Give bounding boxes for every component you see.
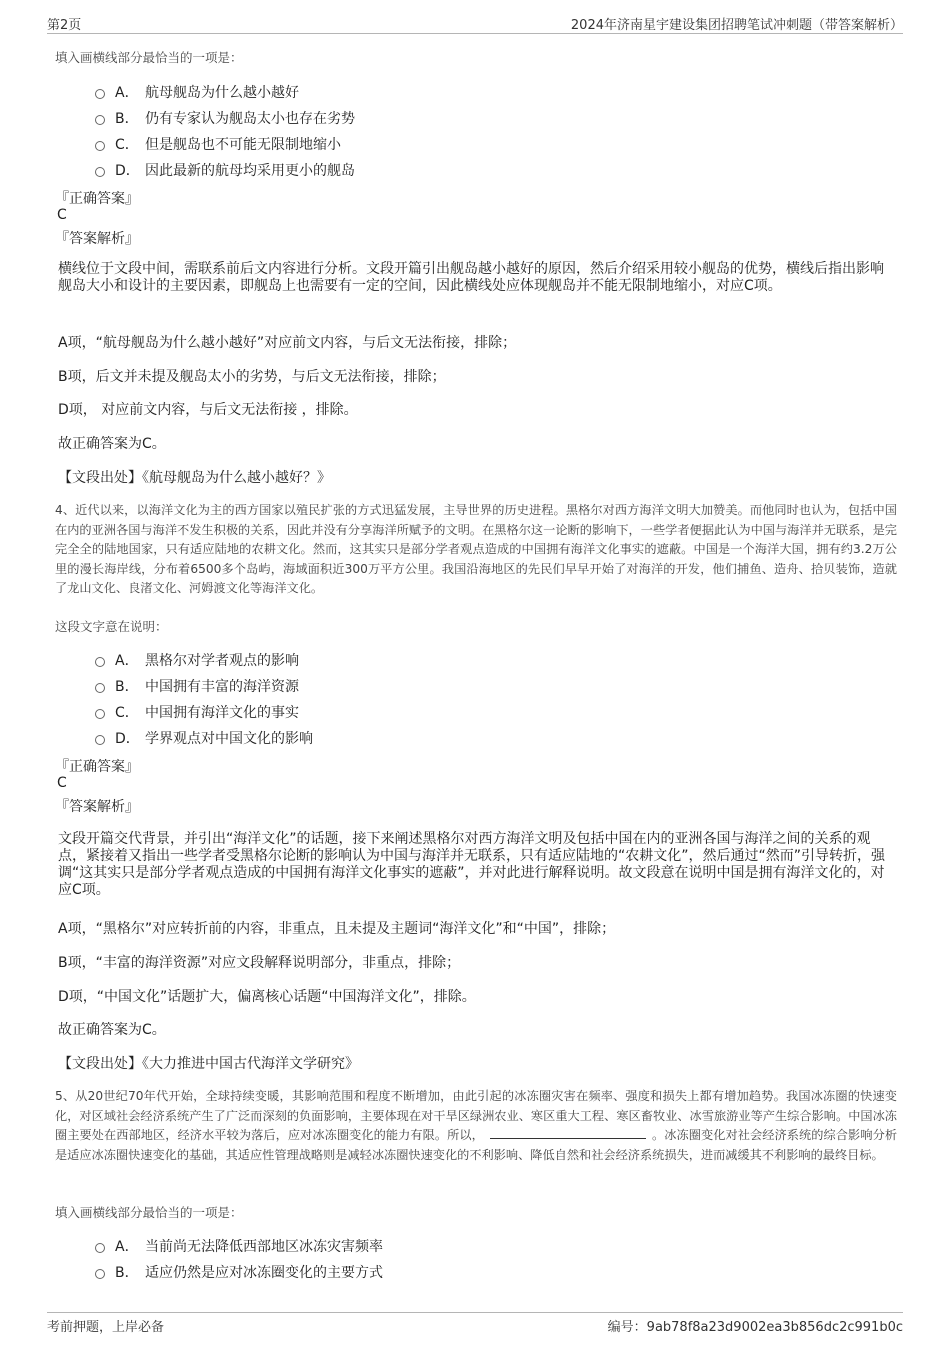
q4-conclusion: 故正确答案为C。: [58, 1022, 166, 1038]
radio-icon[interactable]: [95, 735, 105, 745]
q4-analysis-d: D项，“中国文化”话题扩大，偏离核心话题“中国海洋文化”，排除。: [58, 989, 476, 1005]
q5-passage-after: 。冰冻圈变化对社会经济系统的综合影响分析是适应冰冻圈快速变化的基础，其适应性管理战略则是减轻冰冻圈快速变化的不利影响、降低自然和社会经济系统损失，进而减缓其不利影响的最终目标。: [55, 1128, 898, 1162]
q3-analysis-a: A项，“航母舰岛为什么越小越好”对应前文内容，与后文无法衔接，排除；: [58, 335, 517, 351]
page-number: 第2页: [47, 18, 82, 33]
q3-analysis: 横线位于文段中间，需联系前后文内容进行分析。文段开篇引出舰岛越小越好的原因，然后介绍采用较小舰岛的优势，横线后指出影响舰岛大小和设计的主要因素，即舰岛上也需要有一定的空间，因此横线处应体现舰岛并不能无限制地缩小，对应C项。: [58, 261, 884, 294]
document-id: 编号：9ab78f8a23d9002ea3b856dc2c991b0c: [607, 1320, 903, 1335]
q4-passage: 4、近代以来，以海洋文化为主的西方国家以殖民扩张的方式迅猛发展，主导世界的历史进程。黑格尔对西方海洋文明大加赞美。而他同时也认为，包括中国在内的亚洲各国与海洋不发生积极的关系，因此并没有分享海洋所赋予的文明。在黑格尔这一论断的影响下，一些学者便据此认为中国与海洋并无联系，是完完全全的陆地国家，只有适应陆地的农耕文化。然而，这其实只是部分学者观点造成的中国拥有海洋文化事实的遮蔽。中国是一个海洋大国，拥有约3.2万公里的漫长海岸线，分布着6500多个岛屿，海域面积近300万平方公里。我国沿海地区的先民们早早开始了对海洋的开发，他们捕鱼、造舟、拾贝装饰，造就了龙山文化、良渚文化、河姆渡文化等海洋文化。: [55, 503, 897, 595]
q3-conclusion: 故正确答案为C。: [58, 436, 166, 452]
footer-slogan: 考前押题，上岸必备: [47, 1320, 165, 1335]
q4-analysis-label: 『答案解析』: [55, 799, 139, 815]
q4-analysis-a: A项，“黑格尔”对应转折前的内容，非重点，且未提及主题词“海洋文化”和“中国”，排除；: [58, 921, 616, 937]
radio-icon[interactable]: [95, 1243, 105, 1253]
radio-icon[interactable]: [95, 89, 105, 99]
q3-source: 【文段出处】《航母舰岛为什么越小越好？》: [58, 470, 331, 486]
q3-analysis-label: 『答案解析』: [55, 231, 139, 247]
q3-answer: C: [57, 207, 67, 223]
q5-passage-before: 5、从20世纪70年代开始，全球持续变暖，其影响范围和程度不断增加，由此引起的冰冻圈灾害在频率、强度和损失上都有增加趋势。我国冰冻圈的快速变化，对区域社会经济系统产生了广泛而深刻的负面影响，主要体现在对干旱区绿洲农业、寒区重大工程、寒区畜牧业、冰雪旅游业等产生综合影响。中国冰冻圈主要处在西部地区，经济水平较为落后，应对冰冻圈变化的能力有限。所以，: [55, 1089, 897, 1142]
fill-in-blank: [490, 1128, 646, 1139]
radio-icon[interactable]: [95, 1269, 105, 1279]
q4-answer: C: [57, 775, 67, 791]
document-title: 2024年济南星宇建设集团招聘笔试冲刺题（带答案解析）: [570, 18, 903, 33]
radio-icon[interactable]: [95, 167, 105, 177]
radio-icon[interactable]: [95, 141, 105, 151]
page-footer: [47, 1312, 903, 1333]
radio-icon[interactable]: [95, 115, 105, 125]
q5-passage: [55, 1087, 897, 1165]
q5-prompt: 填入画横线部分最恰当的一项是：: [55, 1205, 243, 1220]
q4-answer-label: 『正确答案』: [55, 759, 139, 775]
q3-analysis-b: B项，后文并未提及舰岛太小的劣势，与后文无法衔接，排除；: [58, 369, 446, 385]
q4-analysis: 文段开篇交代背景，并引出“海洋文化”的话题，接下来阐述黑格尔对西方海洋文明及包括中国在内的亚洲各国与海洋之间的关系的观点，紧接着又指出一些学者受黑格尔论断的影响认为中国与海洋并无联系，只有适应陆地的“农耕文化”，然后通过“然而”引导转折，强调“这其实只是部分学者观点造成的中国拥有海洋文化事实的遮蔽”，并对此进行解释说明。故文段意在说明中国是拥有海洋文化的，对应C项。: [58, 831, 886, 898]
q4-analysis-b: B项，“丰富的海洋资源”对应文段解释说明部分，非重点，排除；: [58, 955, 461, 971]
radio-icon[interactable]: [95, 683, 105, 693]
page-header: [47, 13, 903, 34]
radio-icon[interactable]: [95, 657, 105, 667]
q3-answer-label: 『正确答案』: [55, 191, 139, 207]
q4-prompt: 这段文字意在说明：: [55, 619, 168, 634]
radio-icon[interactable]: [95, 709, 105, 719]
q3-analysis-d: D项， 对应前文内容，与后文无法衔接 ，排除。: [58, 402, 358, 418]
q3-prompt: 填入画横线部分最恰当的一项是：: [55, 50, 243, 65]
q4-source: 【文段出处】《大力推进中国古代海洋文学研究》: [58, 1056, 359, 1072]
